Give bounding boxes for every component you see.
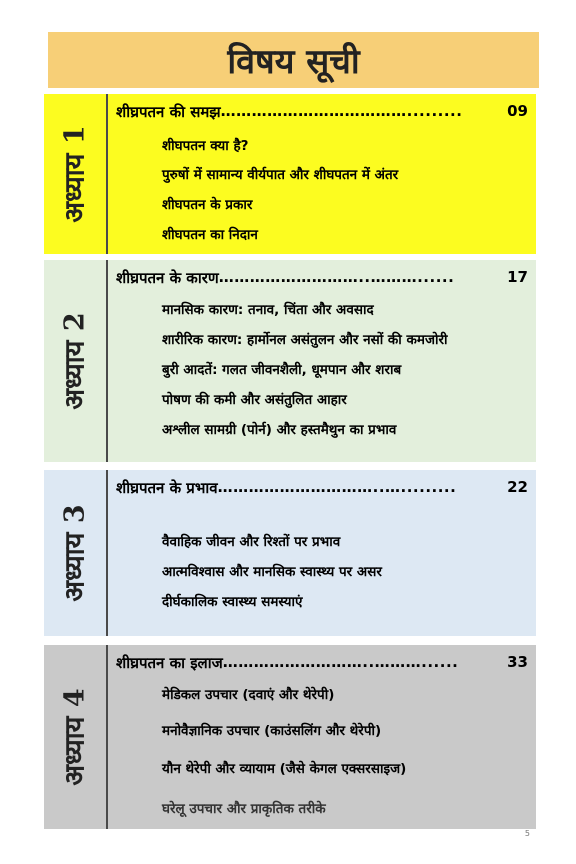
chapter-4-item-1: मेडिकल उपचार (दवाएं और थेरेपी) [162,687,335,703]
chapter-3-divider [106,470,108,636]
title-bar [48,32,539,88]
chapter-3-heading-row[interactable] [116,478,528,498]
chapter-4-item-2: मनोवैज्ञानिक उपचार (काउंसलिंग और थेरेपी) [162,723,382,739]
chapter-4-label: अध्याय 4 [59,688,91,786]
chapter-2-heading-row[interactable] [116,268,528,288]
chapter-1-side [44,94,102,254]
chapter-2-item-1: मानसिक कारण: तनाव, चिंता और अवसाद [162,302,374,318]
chapter-2-leader-dots: ………………………..………...... [218,268,455,286]
chapter-1-label: अध्याय 1 [59,125,91,223]
page-number: 5 [524,829,530,838]
chapter-1-heading-row[interactable] [116,102,528,122]
chapter-1-item-3: शीघपतन के प्रकार [162,197,253,213]
chapter-4 [44,645,536,829]
chapter-4-item-3: यौन थेरेपी और व्यायाम (जैसे केगल एक्सरसाइज) [162,761,407,777]
chapter-4-leader-dots: ………………………..………...... [222,653,459,671]
chapter-3-item-3: दीर्घकालिक स्वास्थ्य समस्याएं [162,594,303,610]
chapter-1-item-4: शीघपतन का निदान [162,227,258,243]
chapter-2-item-3: बुरी आदतें: गलत जीवनशैली, धूमपान और शराब [162,362,402,378]
chapter-2-item-5: अश्लील सामग्री (पोर्न) और हस्तमैथुन का प्रभाव [162,422,397,438]
chapter-1 [44,94,536,254]
chapter-2-page: 17 [507,268,528,286]
chapter-2-label: अध्याय 2 [59,312,91,410]
chapter-3-item-1: वैवाहिक जीवन और रिश्तों पर प्रभाव [162,534,341,550]
chapter-3-heading: शीघ्रपतन के प्रभाव [116,479,218,497]
chapter-4-page: 33 [507,653,528,671]
chapter-1-page: 09 [507,102,528,120]
chapter-2-side [44,260,102,462]
chapter-3 [44,470,536,636]
chapter-4-heading: शीघ्रपतन का इलाज [116,654,223,672]
chapter-3-leader-dots: …………………………..…......... [217,478,457,496]
chapter-2 [44,260,536,462]
chapter-3-label: अध्याय 3 [59,504,91,602]
chapter-4-heading-row[interactable] [116,653,528,673]
chapter-2-heading: शीघ्रपतन के कारण [116,269,219,287]
chapter-1-divider [106,94,108,254]
chapter-2-divider [106,260,108,462]
chapter-4-divider [106,645,108,829]
chapter-1-heading: शीघ्रपतन की समझ [116,103,221,121]
chapter-2-item-2: शारीरिक कारण: हार्मोनल असंतुलन और नसों की कमजोरी [162,332,448,348]
chapter-1-leader-dots: ………………………………......... [220,102,463,120]
chapter-2-item-4: पोषण की कमी और असंतुलित आहार [162,392,347,408]
chapter-3-item-2: आत्मविश्वास और मानसिक स्वास्थ्य पर असर [162,564,382,580]
chapter-3-side [44,470,102,636]
chapter-4-side [44,645,102,829]
chapter-4-item-4: घरेलू उपचार और प्राकृतिक तरीके [162,801,326,817]
chapter-1-item-2: पुरुषों में सामान्य वीर्यपात और शीघपतन में अंतर [162,167,399,183]
chapter-1-item-1: शीघपतन क्या है? [162,138,249,154]
chapter-3-page: 22 [507,478,528,496]
page-title: विषय सूची [227,42,360,82]
